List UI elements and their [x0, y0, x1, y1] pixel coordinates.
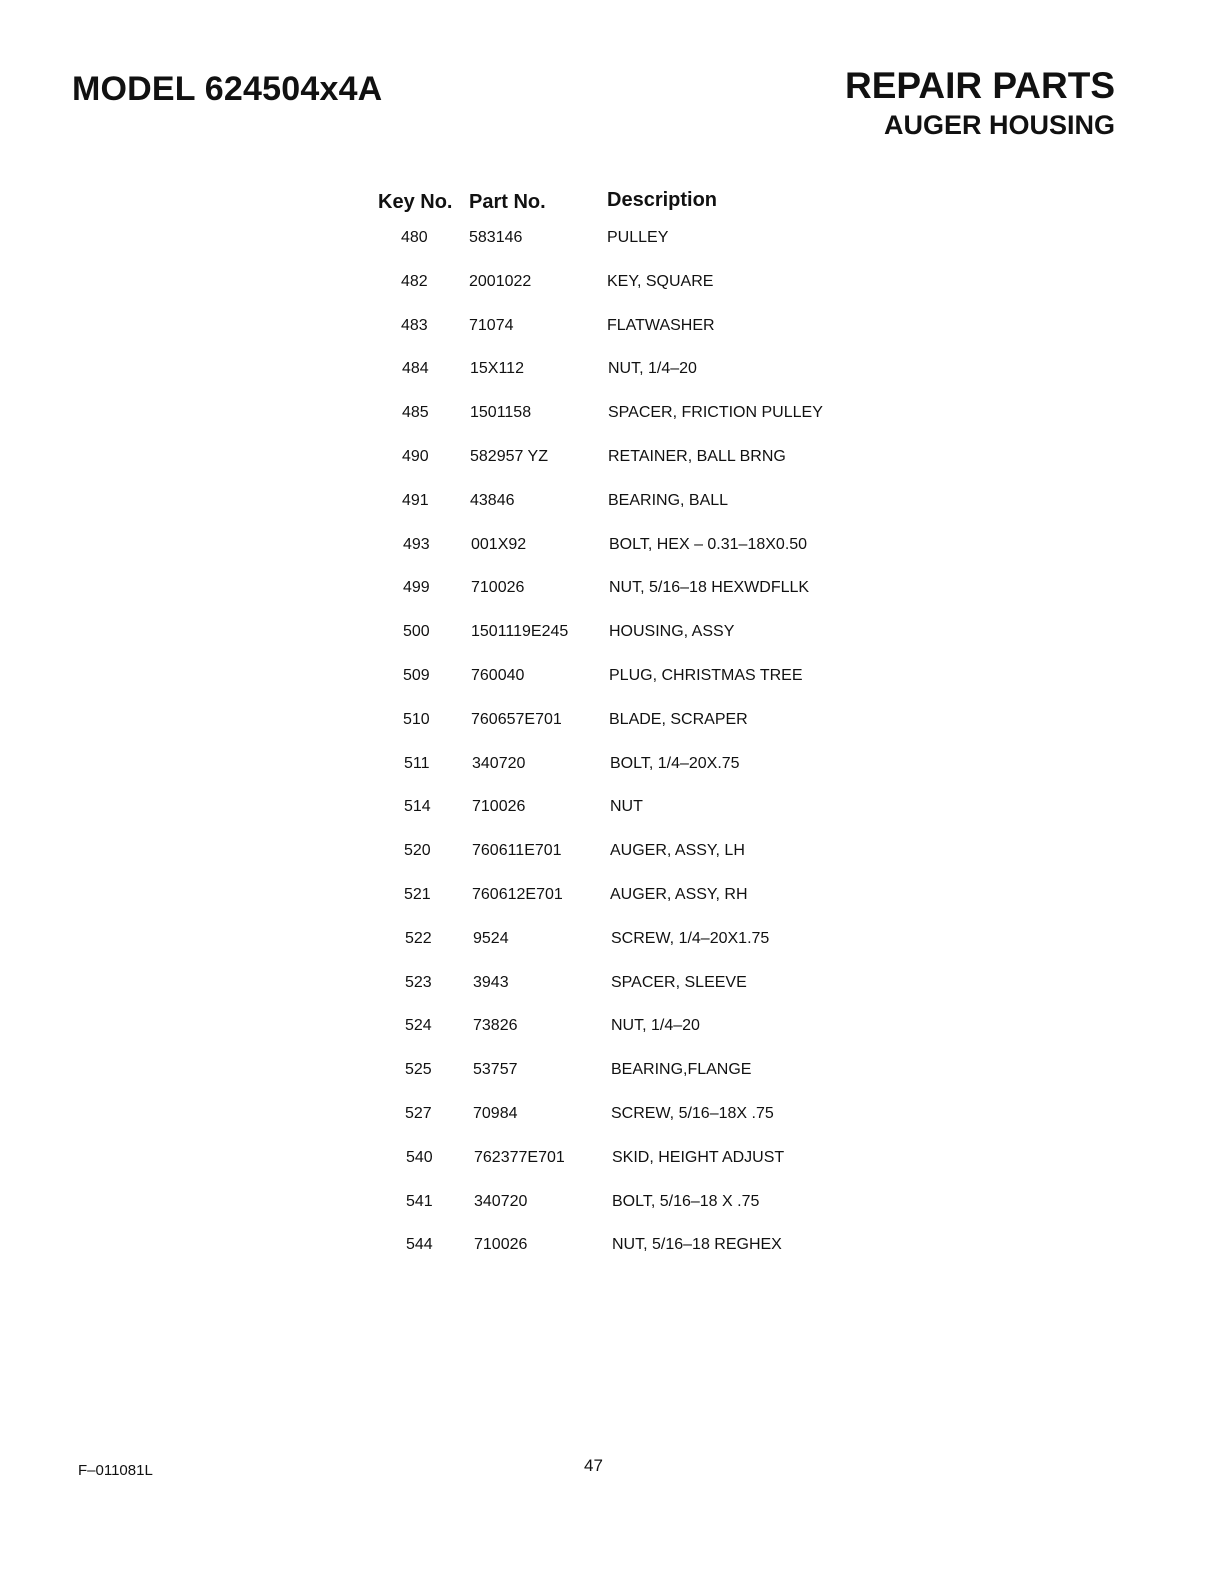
table-row — [0, 579, 1219, 603]
description-cell: HOUSING, ASSY — [609, 623, 735, 640]
key-number-cell: 527 — [405, 1105, 432, 1122]
description-cell: BEARING,FLANGE — [611, 1061, 752, 1078]
table-row — [0, 492, 1219, 516]
part-number-cell: 53757 — [473, 1061, 518, 1078]
table-row — [0, 229, 1219, 253]
table-row — [0, 798, 1219, 822]
table-row — [0, 930, 1219, 954]
part-number-cell: 710026 — [474, 1236, 528, 1253]
description-cell: NUT, 1/4–20 — [611, 1017, 700, 1034]
part-number-cell: 582957 YZ — [470, 448, 548, 465]
part-number-cell: 760040 — [471, 667, 525, 684]
table-row — [0, 1017, 1219, 1041]
key-number-cell: 541 — [406, 1193, 433, 1210]
part-number-cell: 9524 — [473, 930, 509, 947]
page-number: 47 — [584, 1456, 603, 1475]
table-row — [0, 317, 1219, 341]
key-number-cell: 484 — [402, 360, 429, 377]
column-header-part: Part No. — [469, 191, 546, 213]
table-row — [0, 711, 1219, 735]
column-header-key: Key No. — [378, 191, 453, 213]
description-cell: PULLEY — [607, 229, 669, 246]
description-cell: SKID, HEIGHT ADJUST — [612, 1149, 785, 1166]
description-cell: FLATWASHER — [607, 317, 715, 334]
part-number-cell: 70984 — [473, 1105, 518, 1122]
part-number-cell: 3943 — [473, 974, 509, 991]
table-row — [0, 1236, 1219, 1260]
key-number-cell: 511 — [404, 755, 430, 772]
description-cell: NUT, 5/16–18 REGHEX — [612, 1236, 782, 1253]
column-header-description: Description — [607, 189, 718, 211]
key-number-cell: 544 — [406, 1236, 433, 1253]
part-number-cell: 340720 — [472, 755, 526, 772]
table-row — [0, 623, 1219, 647]
table-row — [0, 273, 1219, 297]
part-number-cell: 762377E701 — [474, 1149, 565, 1166]
description-cell: BOLT, 1/4–20X.75 — [610, 755, 740, 772]
table-row — [0, 1105, 1219, 1129]
part-number-cell: 1501158 — [470, 404, 532, 421]
footer-code: F–011081L — [78, 1462, 153, 1479]
part-number-cell: 001X92 — [471, 536, 527, 553]
table-row — [0, 360, 1219, 384]
part-number-cell: 760657E701 — [471, 711, 562, 728]
description-cell: BEARING, BALL — [608, 492, 729, 509]
description-cell: SCREW, 1/4–20X1.75 — [611, 930, 770, 947]
key-number-cell: 480 — [401, 229, 428, 246]
description-cell: PLUG, CHRISTMAS TREE — [609, 667, 803, 684]
key-number-cell: 482 — [401, 273, 428, 290]
key-number-cell: 485 — [402, 404, 429, 421]
part-number-cell: 71074 — [469, 317, 514, 334]
description-cell: SCREW, 5/16–18X .75 — [611, 1105, 774, 1122]
key-number-cell: 491 — [402, 492, 429, 509]
key-number-cell: 509 — [403, 667, 430, 684]
description-cell: NUT — [610, 798, 643, 815]
description-cell: SPACER, FRICTION PULLEY — [608, 404, 823, 421]
part-number-cell: 760612E701 — [472, 886, 563, 903]
key-number-cell: 510 — [403, 711, 430, 728]
description-cell: NUT, 5/16–18 HEXWDFLLK — [609, 579, 810, 596]
table-row — [0, 1149, 1219, 1173]
section-title: AUGER HOUSING — [883, 110, 1115, 140]
part-number-cell: 340720 — [474, 1193, 528, 1210]
key-number-cell: 520 — [404, 842, 431, 859]
key-number-cell: 500 — [403, 623, 430, 640]
key-number-cell: 522 — [405, 930, 432, 947]
description-cell: BOLT, 5/16–18 X .75 — [612, 1193, 760, 1210]
table-row — [0, 842, 1219, 866]
table-row — [0, 536, 1219, 560]
key-number-cell: 524 — [405, 1017, 432, 1034]
table-row — [0, 886, 1219, 910]
part-number-cell: 1501119E245 — [471, 623, 569, 640]
part-number-cell: 2001022 — [469, 273, 532, 290]
table-row — [0, 1193, 1219, 1217]
table-row — [0, 974, 1219, 998]
part-number-cell: 73826 — [473, 1017, 518, 1034]
key-number-cell: 525 — [405, 1061, 432, 1078]
description-cell: BLADE, SCRAPER — [609, 711, 748, 728]
key-number-cell: 499 — [403, 579, 430, 596]
description-cell: BOLT, HEX – 0.31–18X0.50 — [609, 536, 808, 553]
key-number-cell: 483 — [401, 317, 428, 334]
part-number-cell: 710026 — [471, 579, 525, 596]
part-number-cell: 710026 — [472, 798, 526, 815]
description-cell: AUGER, ASSY, LH — [610, 842, 745, 859]
table-row — [0, 404, 1219, 428]
table-row — [0, 448, 1219, 472]
key-number-cell: 540 — [406, 1149, 433, 1166]
description-cell: RETAINER, BALL BRNG — [608, 448, 786, 465]
key-number-cell: 521 — [404, 886, 431, 903]
key-number-cell: 523 — [405, 974, 432, 991]
description-cell: NUT, 1/4–20 — [608, 360, 697, 377]
part-number-cell: 760611E701 — [472, 842, 562, 859]
description-cell: KEY, SQUARE — [607, 273, 714, 290]
model-title: MODEL 624504x4A — [72, 70, 383, 108]
header-right — [845, 66, 1115, 142]
key-number-cell: 514 — [404, 798, 431, 815]
description-cell: AUGER, ASSY, RH — [610, 886, 748, 903]
table-row — [0, 755, 1219, 779]
repair-parts-title: REPAIR PARTS — [845, 65, 1115, 106]
table-row — [0, 667, 1219, 691]
description-cell: SPACER, SLEEVE — [611, 974, 747, 991]
table-row — [0, 1061, 1219, 1085]
key-number-cell: 490 — [402, 448, 429, 465]
key-number-cell: 493 — [403, 536, 430, 553]
part-number-cell: 43846 — [470, 492, 515, 509]
part-number-cell: 15X112 — [470, 360, 524, 377]
part-number-cell: 583146 — [469, 229, 523, 246]
